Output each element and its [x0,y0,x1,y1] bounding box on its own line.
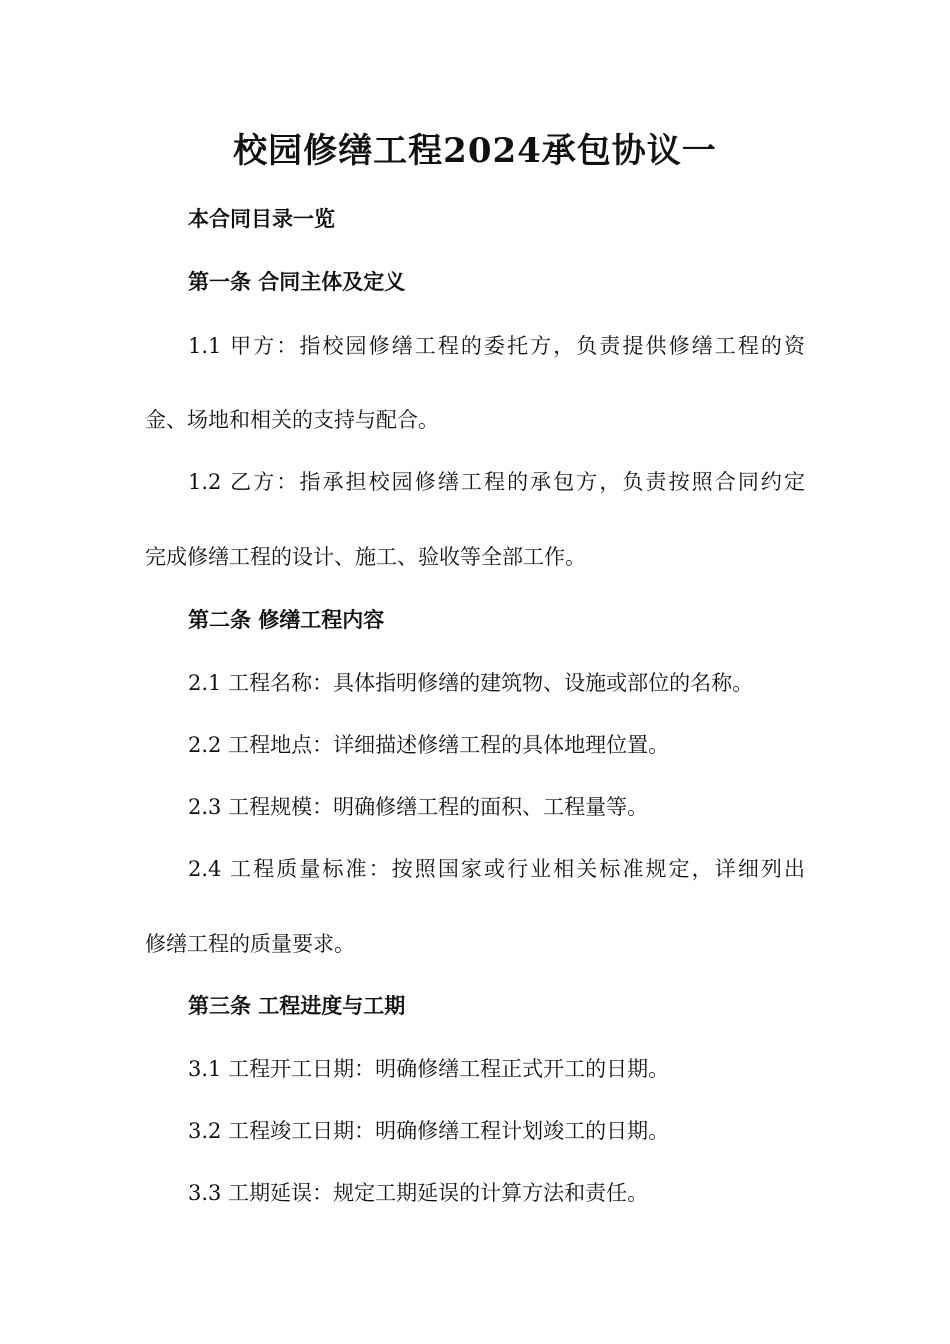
clause-2-3: 2.3 工程规模：明确修缮工程的面积、工程量等。 [188,795,649,819]
clause-1-1-line-1: 1.1 甲方：指校园修缮工程的委托方，负责提供修缮工程的资 [188,334,805,358]
toc-heading: 本合同目录一览 [188,206,335,231]
article-1-heading: 第一条 合同主体及定义 [188,269,406,294]
clause-1-1-line-2: 金、场地和相关的支持与配合。 [145,408,439,432]
clause-1-2-line-1: 1.2 乙方：指承担校园修缮工程的承包方，负责按照合同约定 [188,470,805,494]
article-3-heading: 第三条 工程进度与工期 [188,993,406,1018]
clause-2-4-line-1: 2.4 工程质量标准：按照国家或行业相关标准规定，详细列出 [188,857,805,881]
article-2-heading: 第二条 修缮工程内容 [188,607,385,632]
clause-2-1: 2.1 工程名称：具体指明修缮的建筑物、设施或部位的名称。 [188,671,754,695]
clause-2-4-line-2: 修缮工程的质量要求。 [145,932,355,956]
clause-3-2: 3.2 工程竣工日期：明确修缮工程计划竣工的日期。 [188,1119,670,1143]
clause-3-1: 3.1 工程开工日期：明确修缮工程正式开工的日期。 [188,1057,670,1081]
clause-3-3: 3.3 工期延误：规定工期延误的计算方法和责任。 [188,1181,649,1205]
clause-1-2-line-2: 完成修缮工程的设计、施工、验收等全部工作。 [145,545,586,569]
clause-2-2: 2.2 工程地点：详细描述修缮工程的具体地理位置。 [188,733,670,757]
document-title: 校园修缮工程2024承包协议一 [233,131,717,171]
